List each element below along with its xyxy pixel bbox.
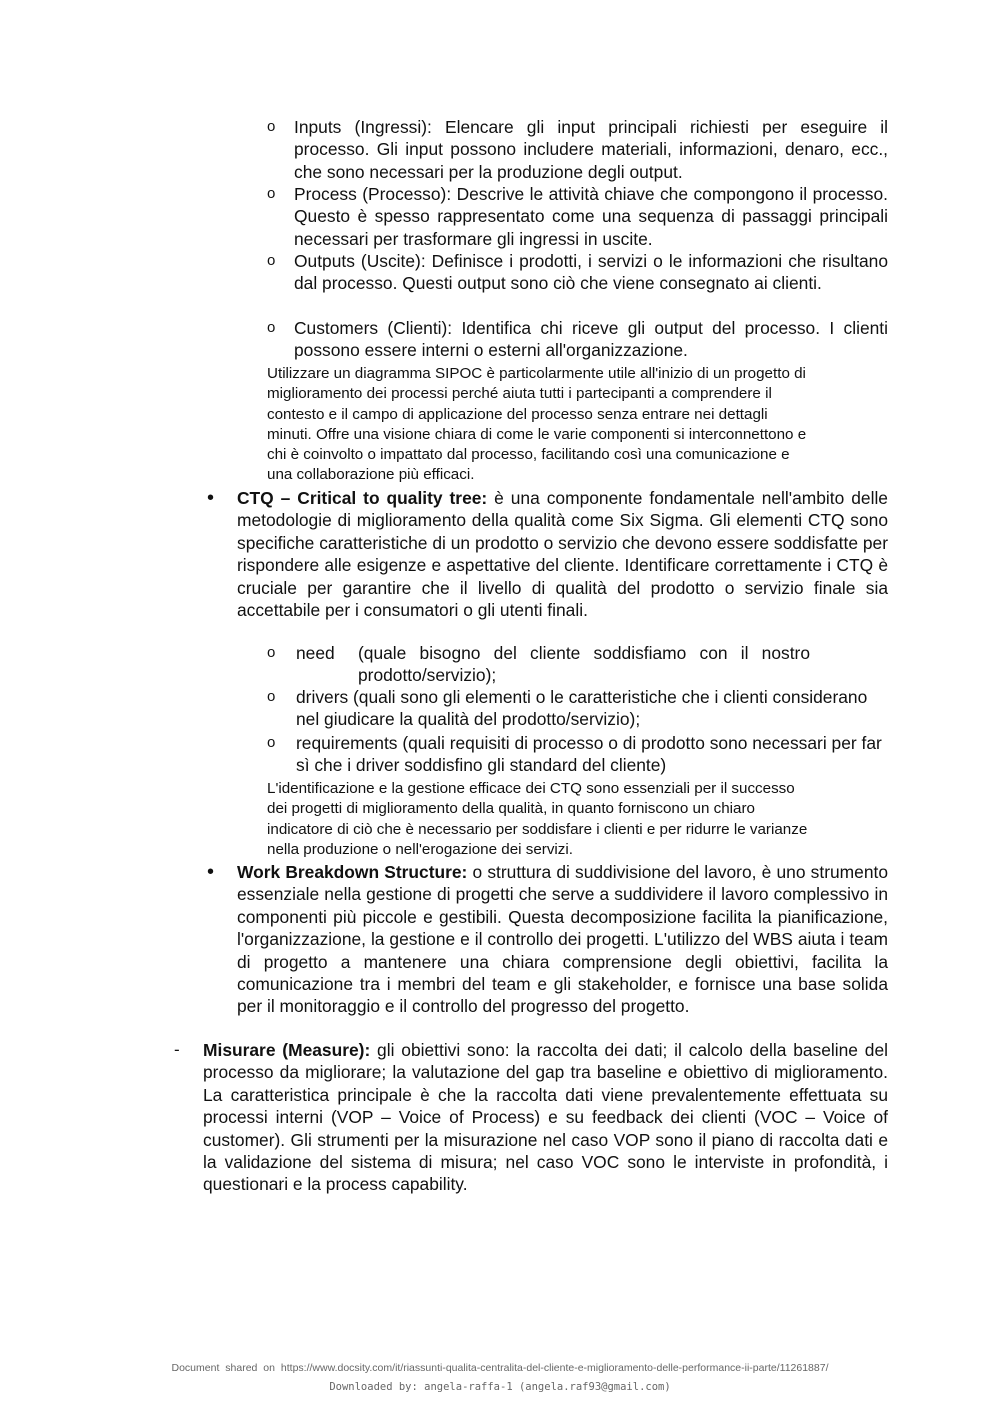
note-line: miglioramento dei processi perché aiuta tutti i partecipanti a comprendere il (267, 385, 772, 403)
wbs-text: o struttura di suddivisione del lavoro, è uno strumento essenziale nella gestione di progetti che serve a suddividere il lavoro complessivo in componenti più piccole e gestibili. Questa decomposizione facilita la pianificazione, l'organizzazione, la gestione e il controllo dei progetti. L'utilizzo del WBS aiuta i team di progetto a mantenere una chiara comprensione degli obiettivi, facilita la comunicazione tra i membri del team e gli stakeholder, e fornisce una base solida per il monitoraggio e il controllo del progresso del progetto. (237, 862, 888, 1017)
ctq-drivers-item: drivers (quali sono gli elementi o le caratteristiche che i clienti considerano nel giudicare la qualità del prodotto/servizio); (296, 687, 868, 730)
need-term: need (296, 643, 335, 663)
bullet-icon: • (207, 487, 215, 509)
list-marker: o (267, 644, 276, 661)
list-marker: o (267, 252, 276, 269)
note-line: contesto e il campo di applicazione del processo senza entrare nei dettagli (267, 405, 768, 423)
need-description: (quale bisogno del cliente soddisfiamo con il nostro prodotto/servizio); (358, 643, 810, 686)
list-dash: - (174, 1040, 180, 1059)
measure-paragraph (203, 1039, 888, 1196)
list-marker: o (267, 688, 276, 705)
measure-title: Misurare (Measure): (203, 1040, 371, 1060)
list-marker: o (267, 319, 276, 336)
sipoc-note (267, 364, 897, 486)
list-marker: o (267, 118, 276, 135)
ctq-paragraph (237, 487, 888, 621)
list-marker: o (267, 185, 276, 202)
ctq-title: CTQ – Critical to quality tree: (237, 488, 488, 508)
ctq-text: è una componente fondamentale nell'ambito delle metodologie di miglioramento della qualità come Six Sigma. Gli elementi CTQ sono specifiche caratteristiche di un prodotto o servizio che devono essere soddisfatte per rispondere alle esigenze e aspettative del cliente. Identificare correttamente i CTQ è cruciale per garantire che il livello di qualità del prodotto o servizio finale sia accettabile per i consumatori o gli utenti finali. (237, 488, 888, 621)
ctq-note (267, 779, 897, 860)
sipoc-customers-item: Customers (Clienti): Identifica chi riceve gli output del processo. I clienti possono essere interni o esterni all'organizzazione. (294, 318, 888, 361)
ctq-requirements-item: requirements (quali requisiti di processo o di prodotto sono necessari per far sì che i driver soddisfino gli standard del cliente) (296, 733, 882, 776)
note-line: nella produzione o nell'erogazione dei servizi. (267, 840, 573, 858)
note-line: indicatore di ciò che è necessario per soddisfare i clienti e per ridurre le varianze (267, 820, 808, 838)
sipoc-process-item: Process (Processo): Descrive le attività chiave che compongono il processo. Questo è spesso rappresentato come una sequenza di passaggi principali necessari per trasformare gli ingressi in uscite. (294, 184, 888, 249)
sipoc-outputs-item: Outputs (Uscite): Definisce i prodotti, i servizi o le informazioni che risultano dal processo. Questi output sono ciò che viene consegnato ai clienti. (294, 251, 888, 294)
note-line: Utilizzare un diagramma SIPOC è particolarmente utile all'inizio di un progetto di (267, 365, 806, 382)
note-line: dei progetti di miglioramento della qualità, in quanto forniscono un chiaro (267, 800, 755, 818)
note-line: chi è coinvolto o impattato dal processo, facilitando così una comunicazione e (267, 446, 790, 464)
bullet-icon: • (207, 861, 215, 883)
wbs-paragraph (237, 861, 888, 1018)
note-line: minuti. Offre una visione chiara di come le varie componenti si interconnettono e (267, 425, 807, 443)
footer-downloaded-by: Downloaded by: angela-raffa-1 (angela.raf93@gmail.com) (329, 1381, 671, 1393)
note-line: L'identificazione e la gestione efficace dei CTQ sono essenziali per il successo (267, 780, 795, 797)
list-marker: o (267, 734, 276, 751)
sipoc-inputs-item: Inputs (Ingressi): Elencare gli input principali richiesti per eseguire il processo. Gli input possono includere materiali, informazioni, denaro, ecc., che sono necessari per la produzione degli output. (294, 117, 888, 182)
footer-shared-link: Document shared on https://www.docsity.com/it/riassunti-qualita-centralita-del-cliente-e-miglioramento-delle-performance-ii-parte/11261887/ (171, 1362, 829, 1374)
measure-text: gli obiettivi sono: la raccolta dei dati; il calcolo della baseline del processo da migliorare; la valutazione del gap tra baseline e obiettivo di miglioramento. La caratteristica principale è che la raccolta dati viene prevalentemente effettuata su processi interni (VOP – Voice of Process) e su feedback dei clienti (VOC – Voice of customer). Gli strumenti per la misurazione nel caso VOP sono il piano di raccolta dati e la validazione del sistema di misura; nel caso VOC sono le interviste in profondità, i questionari e la process capability. (203, 1040, 888, 1195)
note-line: una collaborazione più efficaci. (267, 466, 475, 484)
wbs-title: Work Breakdown Structure: (237, 862, 468, 882)
